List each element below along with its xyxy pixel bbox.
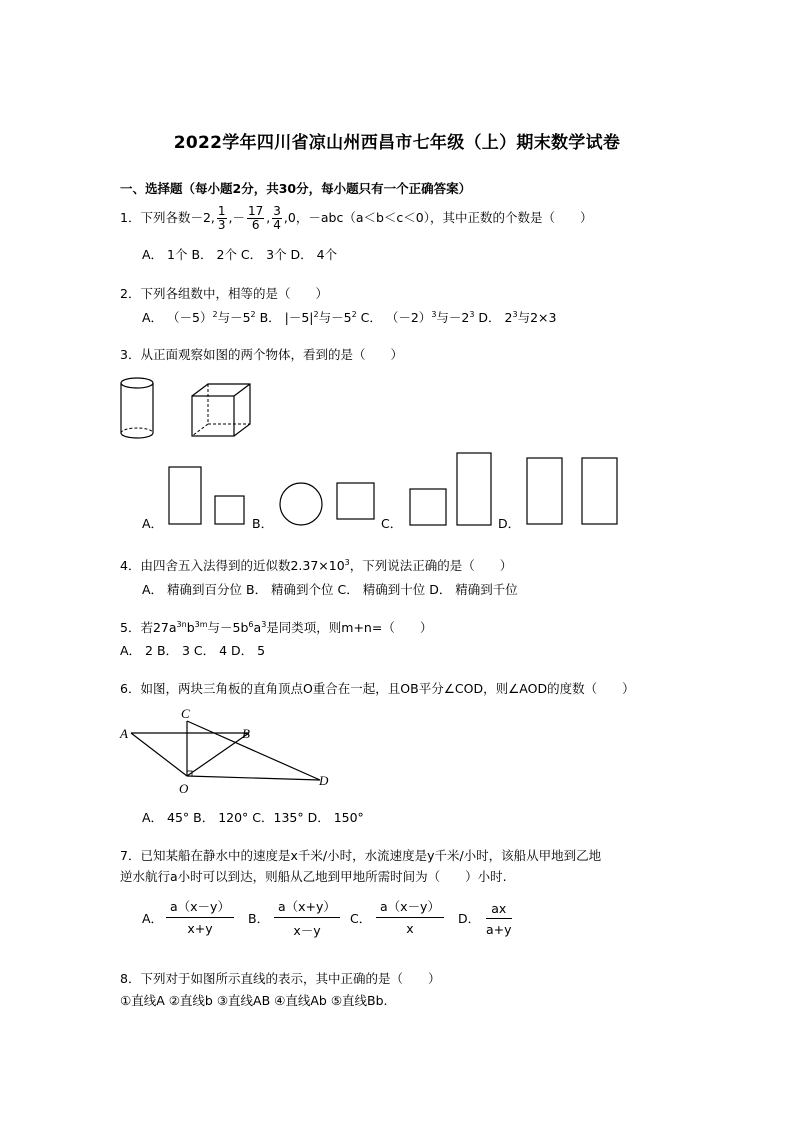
question-1: 1．下列各数－2, $\frac{1}{3}$ ,－ $\frac{17}{6}$ , $\frac{3}{4}$ ,0，－abc（a＜b＜c＜0），其中正数的个数是（ ） (120, 203, 593, 232)
q7-line-1: 7．已知某船在静水中的速度是x千米/小时，水流速度是y千米/小时，该船从甲地到乙地 (120, 848, 602, 863)
q6-point-b: B (242, 726, 250, 741)
q7-label-a: A． (142, 911, 164, 926)
q3-label-c: C． (381, 516, 403, 531)
section-heading: 一、选择题（每小题2分，共30分，每小题只有一个正确答案） (120, 181, 472, 196)
q6-triangles-figure (115, 703, 345, 798)
q4-options: A． 精确到百分位 B． 精确到个位 C． 精确到十位 D． 精确到千位 (142, 582, 518, 597)
q8-items: ①直线A ②直线b ③直线AB ④直线Ab ⑤直线Bb. (120, 993, 388, 1008)
q6-options: A． 45° B． 120° C．135° D． 150° (142, 810, 364, 825)
q3-solids-figure (115, 374, 255, 444)
q1-options: A． 1个 B． 2个 C． 3个 D． 4个 (142, 247, 338, 262)
page-title: 2022学年四川省凉山州西昌市七年级（上）期末数学试卷 (173, 133, 621, 153)
q1-stem-start: 1．下列各数－2, (120, 210, 215, 225)
q6-point-a: A (120, 726, 128, 741)
q3-a-rectangle (169, 467, 201, 524)
q1-stem-mid: ,－ (228, 210, 246, 225)
q7-label-b: B． (248, 911, 270, 926)
q2-stem: 2．下列各组数中，相等的是（ ） (120, 286, 328, 301)
q7-line-2: 逆水航行a小时可以到达，则船从乙地到甲地所需时间为（ ）小时. (120, 869, 507, 884)
q3-label-b: B． (252, 516, 274, 531)
q2-options: A． $(-5)^2$与$-5^2$ B． $|-5|^2$与$-5^2$ C． $(-2)^3$与$-2^3$ D． $2^3$与2×3 (142, 309, 557, 325)
q3-b-square (337, 483, 374, 519)
q3-b-circle (280, 483, 322, 525)
q3-c-rectangle (457, 453, 491, 525)
q6-point-c: C (181, 706, 190, 721)
q3-stem: 3．从正面观察如图的两个物体，看到的是（ ） (120, 347, 403, 362)
q3-label-a: A． (142, 516, 164, 531)
q7-label-c: C． (350, 911, 372, 926)
q3-c-square (410, 489, 446, 525)
q1-stem-end: ,0，－abc（a＜b＜c＜0），其中正数的个数是（ ） (283, 210, 593, 225)
q5-options: A． 2 B． 3 C． 4 D． 5 (120, 643, 266, 658)
q1-fraction-2: $\frac{17}{6}$ (248, 203, 264, 232)
q7-fraction-c: $\frac{a(x-y)}{x}$ (376, 897, 444, 936)
q7-fraction-d: $\frac{ax}{a+y}$ (486, 901, 512, 937)
q5-stem: 5．若$27a^{3n}b^{3m}$与$-5b^6a^3$是同类项，则m+n=（ ） (120, 620, 433, 636)
q3-d-rectangle-2 (582, 458, 617, 524)
q1-fraction-3: $\frac{3}{4}$ (273, 203, 281, 232)
q6-point-o: O (179, 781, 189, 796)
q8-stem: 8．下列对于如图所示直线的表示，其中正确的是（ ） (120, 971, 441, 986)
q3-d-rectangle-1 (527, 458, 562, 524)
q7-fraction-a: $\frac{a(x-y)}{x+y}$ (166, 897, 234, 936)
q3-label-d: D． (498, 516, 521, 531)
q6-point-d: D (319, 773, 329, 788)
q7-label-d: D． (458, 911, 481, 926)
q4-stem: 4．由四舍五入法得到的近似数$2.37\times 10^3$，下列说法正确的是（ ） (120, 558, 513, 574)
q1-fraction-1: $\frac{1}{3}$ (217, 203, 226, 232)
q6-stem: 6．如图，两块三角板的直角顶点O重合在一起，且OB平分∠COD，则∠AOD的度数（ ） (120, 681, 635, 696)
q3-a-square (215, 496, 244, 524)
q3-options-figure (160, 448, 630, 530)
q7-fraction-b: $\frac{a(x+y)}{x-y}$ (274, 897, 340, 939)
